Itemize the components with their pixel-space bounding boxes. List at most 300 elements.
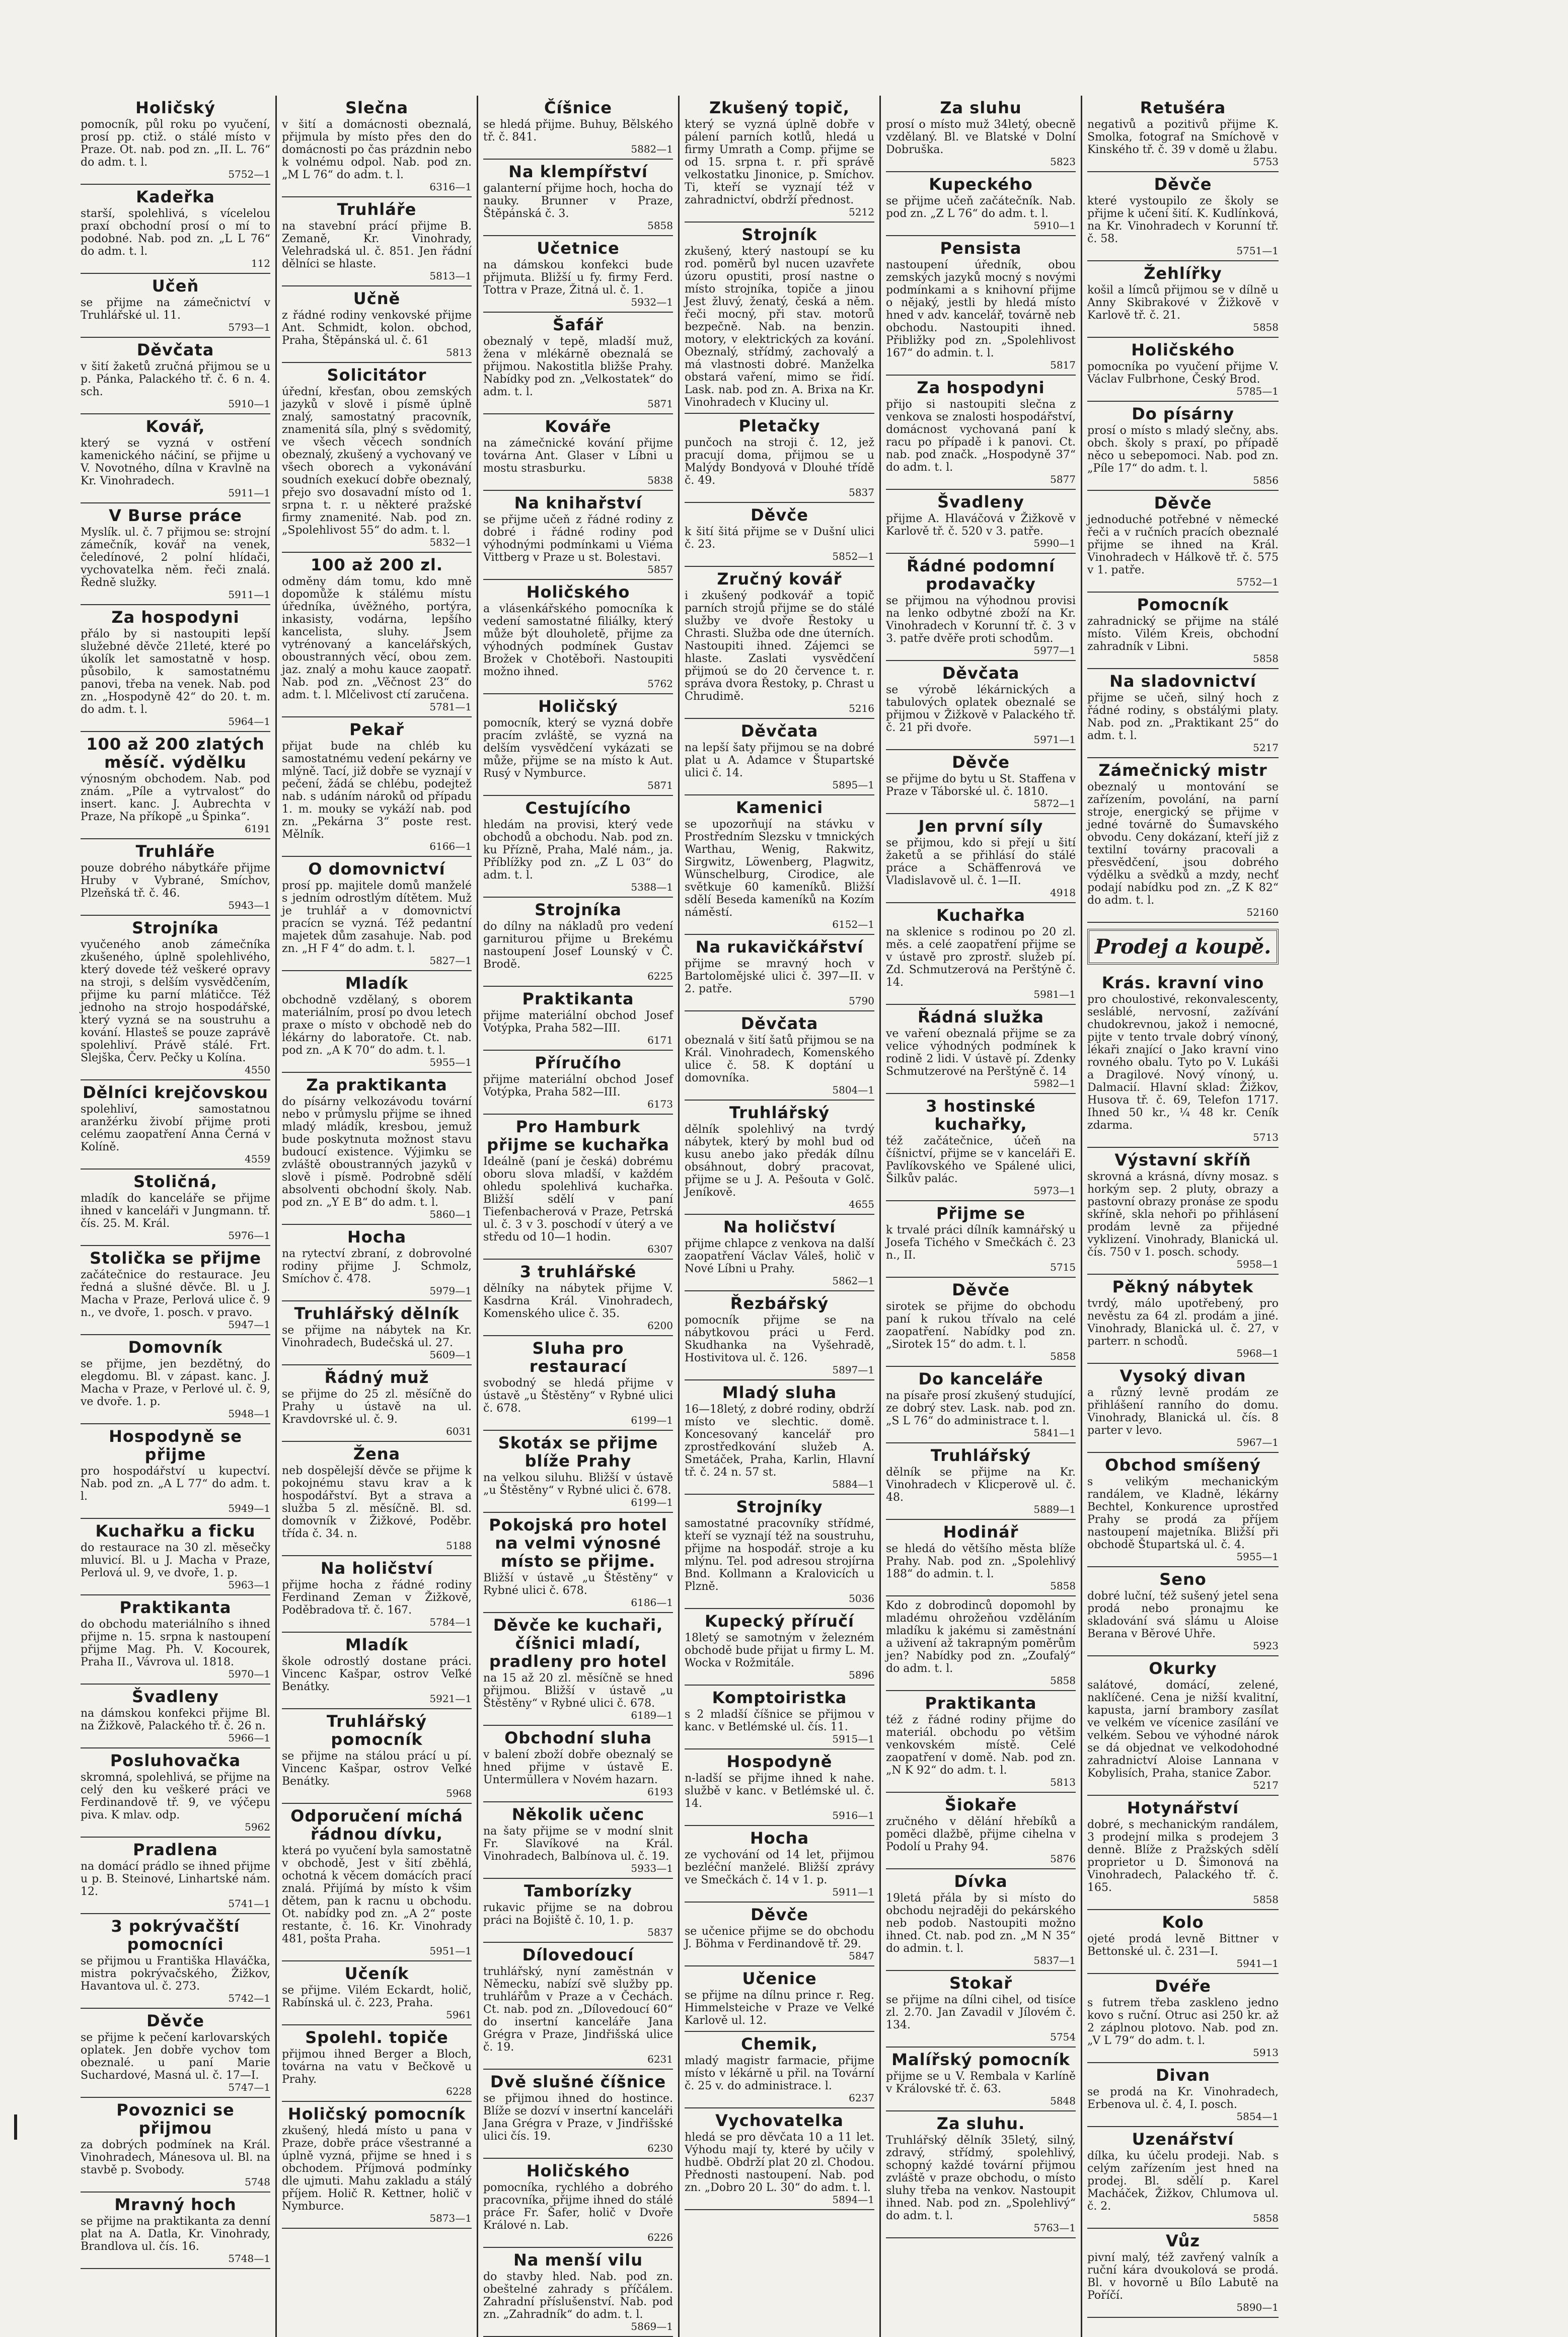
ad-title: Učeník xyxy=(344,1964,409,1983)
ad-title: Divan xyxy=(1156,2066,1210,2085)
ad-body: obchodně vzdělaný, s oborem materiálním, prosí po dvou letech praxe o místo v obchodě neb do lékárny do laboratoře. Ct. nab. pod zn. „A K 70“ do adm. t. l. xyxy=(282,994,472,1057)
ad-title: Holičský pomocník xyxy=(287,2104,466,2124)
ad-body: v šití a domácnosti obeznalá, přijmula by místo přes den do domácnosti po čas prázdnin nebo k volnému odpol. Nab. pod zn. „M L 76“ do adm. t. l. xyxy=(282,118,472,181)
classified-ad xyxy=(483,1802,673,1879)
ad-title: 100 až 200 zl. xyxy=(311,555,443,574)
ad-title: Na sladovnictví xyxy=(1109,672,1256,691)
ad-title: Stokař xyxy=(949,1974,1012,1993)
ad-title: Na rukavičkářství xyxy=(695,937,864,957)
ad-body: na 15 až 20 zl. měsíčně se hned přijmou. Bližší v ústavě „u Štěstěny“ v Rybné ulici č. 678. xyxy=(483,1672,673,1710)
ad-body: se hledá přijme. Buhuy, Bělského tř. č. 841. xyxy=(483,118,673,143)
ad-body: se přijme na praktikanta za denní plat na A. Datla, Kr. Vinohrady, Brandlova ul. čís. 16. xyxy=(81,2215,270,2253)
ad-title: Hodinář xyxy=(943,1522,1019,1542)
ad-body: pouze dobrého nábytkáře přijme Hruby v Vybrané, Smíchov, Plzeňská tř. č. 46. xyxy=(81,862,270,900)
classified-ad xyxy=(1087,338,1279,402)
ad-body: ojeté prodá levně Bittner v Bettonské ul. č. 231—I. xyxy=(1087,1933,1279,1958)
ad-body: za dobrých podmínek na Král. Vinohradech, Mánesova ul. Bl. na stavbě p. Svobody. xyxy=(81,2139,270,2176)
classified-ad xyxy=(886,1278,1076,1367)
ad-code: 5913 xyxy=(1253,2047,1279,2059)
ad-code: 5982—1 xyxy=(1033,1077,1076,1089)
ad-code: 5966—1 xyxy=(228,1732,270,1744)
ad-body: které vystoupilo ze školy se přijme k učení šití. K. Kudlínková, na Kr. Vinohradech v Korunní tř. č. 58. xyxy=(1087,195,1279,245)
ad-code: 4550 xyxy=(245,1064,270,1076)
ad-body: prosí pp. majitele domů manželé s jedním odrostlým dítětem. Muž je truhlář a v domovnictví pracícn se vyzná. Též pedantní majetek dům zasahuje. Nab. pod zn. „H F 4“ do adm. t. l. xyxy=(282,880,472,955)
ad-code: 5884—1 xyxy=(832,1478,874,1490)
classified-ad xyxy=(886,1443,1076,1520)
classified-ad xyxy=(282,96,472,197)
classified-ad xyxy=(685,223,874,414)
ad-title: Děvče xyxy=(952,753,1010,772)
ad-body: Ideálně (paní je česká) dobrému oboru slova mladší, v každém ohledu spolehlivá kuchařka. Bližší sdělí v paní Tiefenbacherová v Praze, Petrská ul. č. 3 v 3. poschodí v úterý a ve středu od 10—1 hodin. xyxy=(483,1155,673,1244)
ad-code: 5932—1 xyxy=(631,296,673,308)
ad-body: Truhlářský dělník 35letý, silný, zdravý, střídmý, spolehlivý, schopný každé tovární přijmou zvláště v praze obchodu, o místo sluhy třeba na venkov. Nastoupit ihned. Nab. pod zn. „Spolehlivý“ do adm. t. l. xyxy=(886,2134,1076,2222)
ad-code: 5823 xyxy=(1050,156,1076,168)
ad-code: 5964—1 xyxy=(228,715,270,727)
classified-ad xyxy=(483,1613,673,1726)
ad-title: Slečna xyxy=(345,98,409,117)
classified-ad xyxy=(483,796,673,898)
ad-code: 5896 xyxy=(849,1669,874,1681)
classified-ad xyxy=(81,1424,270,1519)
ad-code: 5753 xyxy=(1253,156,1279,168)
ad-body: n-ladší se přijme ihned k nahe. službě v kanc. v Betlémské ul. č. 14. xyxy=(685,1772,874,1810)
ad-body: na lepší šaty přijmou se na dobré plat u A. Adamce v Štupartské ulici č. 14. xyxy=(685,742,874,779)
ad-code: 5388—1 xyxy=(631,881,673,893)
ad-code: 5869—1 xyxy=(631,2320,673,2332)
ad-title: Dívka xyxy=(954,1872,1008,1891)
classified-ad xyxy=(282,1365,472,1442)
ad-column-5 xyxy=(881,96,1082,2337)
classified-ad xyxy=(282,1804,472,1961)
ad-code: 5910—1 xyxy=(1033,220,1076,232)
ad-code: 5961 xyxy=(446,2009,472,2021)
classified-ad xyxy=(886,903,1076,1005)
classified-ad xyxy=(81,274,270,338)
ad-code: 6316—1 xyxy=(429,181,472,193)
ad-body: přálo by si nastoupiti lepší služebné děvče 21leté, které po úkolík let samostatně v hosp. působilo, k samostatnému panovi, třeba na venek. Nab. pod zn. „Hospodyně 42“ do 20. t. m. do adm. t. l. xyxy=(81,628,270,716)
ad-code: 5882—1 xyxy=(631,143,673,155)
ad-code: 5955—1 xyxy=(429,1056,472,1068)
ad-code: 5871 xyxy=(647,398,673,410)
ad-title: Strojníka xyxy=(535,900,622,919)
ad-title: Pomocník xyxy=(1137,595,1229,614)
ad-code: 5910—1 xyxy=(228,398,270,410)
ad-title: Zručný kovář xyxy=(717,569,842,589)
ad-body: pomocník, který se vyzná dobře pracím zvláště, se vyzná na delším vysvědčení vykázati se může, přijme se na místo k Aut. Rusý v Nymburce. xyxy=(483,717,673,780)
ad-body: též začátečnice, účeň na číšnictví, přijme se v kanceláři E. Pavlíkovského ve Spálené ulici, Šilkův palác. xyxy=(886,1135,1076,1185)
ad-title: Řezbářský xyxy=(730,1294,829,1313)
ad-title: Švadleny xyxy=(937,492,1024,512)
ad-title: Dvéře xyxy=(1155,1977,1211,1996)
ad-title: Kolo xyxy=(1162,1913,1204,1932)
ad-code: 6237 xyxy=(849,2092,874,2104)
ad-body: se prodá na Kr. Vinohradech, Erbenova ul. č. 4, I. posch. xyxy=(1087,2086,1279,2111)
ad-title: Truhláře xyxy=(135,842,215,861)
classified-ad xyxy=(282,1073,472,1225)
classified-ad xyxy=(81,1914,270,2009)
ad-body: na stavební prácí přijme B. Zemaně, Kr. Vinohrady, Velehradská ul. č. 851. Jen řádní dělníci se hlaste. xyxy=(282,220,472,270)
ad-code: 6189—1 xyxy=(631,1709,673,1721)
classified-ad xyxy=(483,2070,673,2159)
classified-ad xyxy=(483,580,673,694)
ad-title: Holičský xyxy=(135,98,215,117)
page-edge-mark xyxy=(14,2114,17,2140)
ad-code: 112 xyxy=(251,257,270,269)
ad-title: Děvčata xyxy=(136,340,214,359)
ad-code: 5848 xyxy=(1050,2095,1076,2107)
ad-title: Chemik, xyxy=(741,2034,818,2054)
ad-body: prosí o místo s mladý slečny, abs. obch. školy s praxí, po případě něco u sebepomoci. Nab. pod zn. „Píle 17“ do adm. t. l. xyxy=(1087,424,1279,475)
ad-code: 5858 xyxy=(1253,2212,1279,2224)
classified-ad xyxy=(685,1826,874,1903)
ad-title: Krás. kravní vino xyxy=(1101,973,1264,992)
ad-code: 5858 xyxy=(1050,1674,1076,1687)
classified-ad xyxy=(685,1686,874,1749)
classified-ad xyxy=(1087,261,1279,338)
ad-title: Mladík xyxy=(345,1635,409,1654)
ad-code: 5837 xyxy=(647,1926,673,1938)
ad-code: 6199—1 xyxy=(631,1496,673,1508)
ad-body: Bližší v ústavě „u Štěstěny“ v Rybné ulici č. 678. xyxy=(483,1572,673,1597)
ad-title: Mravný hoch xyxy=(114,2195,237,2214)
ad-code: 5837 xyxy=(849,486,874,498)
classified-ad xyxy=(483,1336,673,1431)
ad-code: 5990—1 xyxy=(1033,537,1076,549)
ad-title: Učenice xyxy=(742,1969,817,1988)
ad-code: 5713 xyxy=(1253,1131,1279,1143)
ad-title: Děvče xyxy=(751,1905,808,1924)
classified-ad xyxy=(483,1431,673,1513)
classified-ad xyxy=(282,1633,472,1709)
ad-title: V Burse práce xyxy=(109,506,242,525)
classified-ad xyxy=(483,2159,673,2248)
ad-title: Vysoký divan xyxy=(1119,1366,1246,1385)
ad-title: Kuchařka xyxy=(936,906,1025,925)
classified-ad xyxy=(1087,1974,1279,2063)
ad-code: 5790 xyxy=(849,995,874,1007)
ad-code: 5762 xyxy=(647,678,673,690)
ad-title: Děvče xyxy=(146,2011,204,2030)
ad-code: 5854—1 xyxy=(1236,2110,1279,2123)
ad-body: dělník se přijme na Kr. Vinohradech v Klicperově ul. č. 48. xyxy=(886,1466,1076,1504)
ad-body: i zkušený podkovář a topič parních strojů přijme se do stálé služby ve dvoře Řestoky u Chrasti. Služba ode dne úterních. Nastoupiti ihned. Zájemci se hlaste. Zaslati vysvědčení přijmoú se do 20 července t. r. správa dvora Řestoky, p. Chrast u Chrudimě. xyxy=(685,590,874,703)
ad-body: zručného v dělání hřebíků a poměci dlažbě, přijme cihelna v Podolí u Prahy 94. xyxy=(886,1815,1076,1853)
ad-title: Uzenářství xyxy=(1132,2130,1234,2149)
ad-title: Děvče xyxy=(1154,175,1212,194)
ad-code: 5862—1 xyxy=(832,1275,874,1287)
ad-code: 5857 xyxy=(647,563,673,575)
ad-code: 5963—1 xyxy=(228,1579,270,1591)
classified-ad xyxy=(1087,491,1279,593)
ad-code: 5958—1 xyxy=(1236,1258,1279,1270)
classified-ad xyxy=(886,1094,1076,1201)
ad-title: Za hospodyni xyxy=(917,378,1045,397)
ad-title: Retušéra xyxy=(1140,98,1226,117)
ad-code: 5968 xyxy=(446,1787,472,1799)
ad-title: Strojníka xyxy=(132,918,219,937)
ad-code: 5858 xyxy=(1050,1350,1076,1362)
ad-code: 5827—1 xyxy=(429,955,472,967)
ad-body: dílka, ku účelu prodeji. Nab. s celým zařízením jest hned na prodej. Bl. sdělí p. Karel Macháček, Žižkov, Chlumova ul. č. 2. xyxy=(1087,2150,1279,2213)
classified-ad xyxy=(1087,593,1279,669)
ad-title: Pokojská pro hotel na velmi výnosné místo se přijme. xyxy=(489,1515,667,1571)
ad-code: 6166—1 xyxy=(429,840,472,852)
classified-ad xyxy=(282,717,472,857)
ad-title: 100 až 200 zlatých měsíč. výdělku xyxy=(86,735,265,772)
classified-ad xyxy=(81,605,270,732)
ad-title: Hotynářství xyxy=(1127,1798,1239,1817)
ad-body: košil a límců přijmou se v dílně u Anny Skibrakové v Žižkově v Karlově tř. č. 21. xyxy=(1087,284,1279,322)
ad-title: Strojníky xyxy=(736,1497,823,1516)
classified-ad xyxy=(282,2025,472,2102)
ad-title: Vůz xyxy=(1165,2231,1201,2250)
classified-ad xyxy=(483,236,673,313)
ad-code: 5837—1 xyxy=(1033,1954,1076,1966)
classified-ad xyxy=(81,338,270,414)
ad-title: Hospodyně xyxy=(726,1752,833,1771)
classified-ad xyxy=(81,1170,270,1246)
classified-ad xyxy=(483,1051,673,1115)
ad-code: 5817 xyxy=(1050,359,1076,371)
ad-title: Holičského xyxy=(526,2161,630,2180)
classified-ad xyxy=(81,185,270,274)
ad-title: Kovář, xyxy=(145,417,205,436)
ad-body: skromná, spolehlivá, se přijme na celý den ku veškeré práci ve Ferdinandově tř. 9, ve výčepu piva. K mlav. odp. xyxy=(81,1771,270,1821)
ad-body: na dámskou konfekci bude přijmuta. Bližší u fy. firmy Ferd. Tottra v Praze, Žitná ul. č. 1. xyxy=(483,259,673,297)
ad-title: Pěkný nábytek xyxy=(1112,1277,1254,1296)
classified-ad xyxy=(685,935,874,1011)
ad-body: se upozorňují na stávku v Prostředním Slezsku v tmnických Warthau, Wenig, Rakwitz, Sirgwitz, Löwenberg, Plagwitz, Wünschelburg, Cirodice, ale světkuje 60 kameníků. Bližší sdělí Beseda kameníků na Kozím náměstí. xyxy=(685,818,874,919)
ad-title: Solicitátor xyxy=(327,366,427,385)
ad-body: přijat bude na chléb ku samostatnému vedení pekárny ve mlýně. Tací, již dobře se vyznají v pečení, žádá se chlébu, podejtež nab. s udáním nároků od případu 1. m. mouky se vykáží nab. pod zn. „Pekárna 3“ poste rest. Mělník. xyxy=(282,740,472,841)
ad-code: 6031 xyxy=(446,1425,472,1437)
ad-body: do obchodu materiálního s ihned přijme n. 15. srpna k nastoupení přijme Mag. Ph. V. Kocourek, Praha II., Vávrova ul. 1818. xyxy=(81,1618,270,1668)
ad-title: Truhlářský dělník xyxy=(294,1304,460,1323)
ad-title: Děvčata xyxy=(942,664,1020,683)
ad-title: Na knihařství xyxy=(514,493,642,513)
ad-title: Děvčata xyxy=(740,721,818,741)
ad-title: Praktikanta xyxy=(522,989,634,1008)
ad-body: s velikým mechanickým randálem, ve Kladně, lékárny Bechtel, Konkurence uprostřed Prahy se prodá za příjem nastoupení majetníka. Bližší při obchodě Štupartská ul. č. 4. xyxy=(1087,1476,1279,1551)
ad-body: se přijme do bytu u St. Staffena v Praze v Táborské ul. č. 1810. xyxy=(886,773,1076,798)
ad-title: Obchodní sluha xyxy=(504,1728,652,1747)
classified-ad xyxy=(81,732,270,839)
ad-body: pomocníka po vyučení přijme V. Václav Fulbrhone, Český Brod. xyxy=(1087,360,1279,386)
ad-code: 5212 xyxy=(849,206,874,218)
ad-code: 5873—1 xyxy=(429,2212,472,2224)
classified-ad xyxy=(886,1596,1076,1691)
classified-ad xyxy=(1087,1275,1279,1364)
classified-ad xyxy=(685,1101,874,1215)
ad-code: 5962 xyxy=(245,1821,270,1833)
ad-body: tvrdý, málo upotřebený, pro nevěstu za 64 zl. prodám a jiné. Vinohrady, Blanická ul. č. 27, v parterr. n schodů. xyxy=(1087,1297,1279,1348)
ad-code: 6193 xyxy=(647,1786,673,1798)
classified-ad xyxy=(81,96,270,185)
classified-ad xyxy=(886,490,1076,554)
ad-title: Domovník xyxy=(128,1338,223,1357)
ad-code: 6173 xyxy=(647,1098,673,1110)
classified-ad xyxy=(1087,96,1279,172)
ad-title: Za hospodyni xyxy=(111,608,240,627)
classified-ad xyxy=(886,750,1076,814)
ad-title: Do kanceláře xyxy=(918,1369,1043,1389)
ad-title: Do písárny xyxy=(1132,404,1234,423)
ad-title: Seno xyxy=(1159,1570,1207,1589)
ad-code: 5847 xyxy=(849,1950,874,1962)
ad-title: Kupecký příručí xyxy=(704,1612,855,1631)
classified-ad xyxy=(685,414,874,503)
ad-body: a vlásenkářského pomocníka k vedení samostatné filiálky, který může být dlouholetě, přijme za výhodných podmínek Gustav Brožek v Chotěboři. Nastoupiti možno ihned. xyxy=(483,603,673,678)
classified-ad xyxy=(81,1685,270,1748)
classified-ad xyxy=(282,1225,472,1301)
ad-code: 5838 xyxy=(647,474,673,486)
ad-body: přijme materiální obchod Josef Votýpka, Praha 582—III. xyxy=(483,1073,673,1099)
ad-code: 5860—1 xyxy=(429,1208,472,1220)
ad-code: 5858 xyxy=(1050,1580,1076,1592)
classified-ad xyxy=(685,795,874,935)
ad-code: 5858 xyxy=(1253,652,1279,665)
ad-code: 5781—1 xyxy=(429,701,472,713)
classified-ad xyxy=(483,1943,673,2070)
ad-body: který se vyzná úplně dobře v pálení parních kotlů, hledá u firmy Umrath a Comp. přijme se od 15. srpna t. r. při správě velkostatku Jinonice, p. Smíchov. Ti, kteří se vyznají též v zahradnictví, obdrží přednost. xyxy=(685,118,874,206)
ad-code: 6199—1 xyxy=(631,1414,673,1426)
ad-body: přijme se mravný hoch v Bartolomějské ulici č. 397—II. v 2. patře. xyxy=(685,958,874,995)
ad-code: 5955—1 xyxy=(1236,1551,1279,1563)
ad-code: 5897—1 xyxy=(832,1364,874,1376)
ad-column-3 xyxy=(478,96,680,2337)
ad-body: se hledá do většího města blíže Prahy. Nab. pod zn. „Spolehlivý 188“ do admin. t. l. xyxy=(886,1543,1076,1580)
ad-body: a různý levně prodám ze přihlášení ranního do domu. Vinohrady, Blanická ul. čís. 8 parter v levo. xyxy=(1087,1386,1279,1437)
ad-title: Praktikanta xyxy=(925,1694,1037,1713)
classified-ad xyxy=(483,1879,673,1943)
ad-column-4 xyxy=(680,96,881,2337)
classified-ad xyxy=(886,1520,1076,1596)
classified-ad xyxy=(685,1215,874,1291)
ad-body: přijo si nastoupiti slečna z venkova se znalosti hospodářství, domácnost vychovaná paní k racu po případě i k panovi. Ct. nab. pod značk. „Hospodyně 37“ do adm. t. l. xyxy=(886,398,1076,474)
classified-ad xyxy=(81,2098,270,2193)
ad-body: mladík do kanceláře se přijme ihned v kanceláři v Jungmann. tř. čís. 25. M. Král. xyxy=(81,1192,270,1230)
ad-title: Pradlena xyxy=(133,1840,218,1859)
ad-code: 5949—1 xyxy=(228,1502,270,1514)
classified-ad xyxy=(81,1519,270,1595)
ad-code: 5785—1 xyxy=(1236,385,1279,397)
ad-code: 5967—1 xyxy=(1236,1436,1279,1448)
classified-ad xyxy=(886,236,1076,376)
ad-body: mladý magistr farmacie, přijme místo v lékárně u přil. na Tovární č. 25 v. do administrace. l. xyxy=(685,2055,874,2092)
classified-ad xyxy=(886,96,1076,172)
ad-body: obeznalá v šití šatů přijmou se na Král. Vinohradech, Komenského ulice č. 58. K doptání u domovníka. xyxy=(685,1034,874,1084)
ad-body: se přijme na dílni cihel, od tisíce zl. 2.70. Jan Zavadil v Jílovém č. 134. xyxy=(886,1994,1076,2031)
ad-title: Na menší vilu xyxy=(513,2250,643,2270)
classified-ad xyxy=(282,1442,472,1556)
classified-ad xyxy=(1087,1796,1279,1910)
ad-column-6 xyxy=(1082,96,1284,2337)
ad-title: Na holičství xyxy=(320,1559,433,1578)
classified-ad xyxy=(886,1691,1076,1793)
ad-code: 5747—1 xyxy=(228,2081,270,2093)
ad-code: 5841—1 xyxy=(1033,1427,1076,1439)
ad-code: 5217 xyxy=(1253,1779,1279,1791)
ad-title: Holičský xyxy=(538,697,618,716)
classified-ad xyxy=(81,916,270,1080)
ad-title: Posluhovačka xyxy=(110,1751,241,1770)
classified-ad xyxy=(282,1556,472,1633)
ad-body: se přijmou u Františka Hlaváčka, mistra pokrývačského, Žižkov, Havantova ul. č. 273. xyxy=(81,1955,270,1993)
ad-body: dělník spolehlivý na tvrdý nábytek, který by mohl bud od kusu anebo jako předák dílnu obsáhnout, dobrý pracovat, přijme se u J. A. Pešouta v Golč. Jeníkově. xyxy=(685,1123,874,1199)
ad-code: 5890—1 xyxy=(1236,2301,1279,2313)
classified-ad xyxy=(886,2111,1076,2238)
ad-code: 5876 xyxy=(1050,1853,1076,1865)
classified-ad xyxy=(685,96,874,223)
ad-title: O domovnictví xyxy=(308,859,445,879)
ad-body: do restaurace na 30 zl. měsečky mluvicí. Bl. u J. Macha v Praze, Perlová ul. 9, ve dvoře, 1. p. xyxy=(81,1542,270,1579)
classified-ad xyxy=(1087,2063,1279,2127)
ad-title: Dvě slušné číšnice xyxy=(490,2072,666,2091)
ad-title: Dělníci krejčovskou xyxy=(83,1083,268,1102)
ad-body: škole odrostlý dostane práci. Vincenc Kašpar, ostrov Veľké Benátky. xyxy=(282,1655,472,1693)
ad-title: Děvče xyxy=(751,505,808,525)
ad-body: starší, spolehlivá, s vícelelou praxí obchodní prosí o mí to podobné. Nab. pod zn. „L L 76“ do adm. t. l. xyxy=(81,207,270,258)
ad-body: k šití šitá přijme se v Dušní ulici č. 23. xyxy=(685,526,874,551)
ad-body: s futrem třeba zaskleno jedno kovo s ruční. Otruc asi 250 kr. až 2 záplnou plotovo. Nab. pod zn. „V L 79“ do adm. t. l. xyxy=(1087,1997,1279,2047)
ad-title: Děvčata xyxy=(740,1014,818,1033)
classified-ad xyxy=(282,1709,472,1804)
ad-title: Tamborízky xyxy=(524,1881,633,1901)
ad-code: 6228 xyxy=(446,2085,472,2097)
ad-code: 5872—1 xyxy=(1033,797,1076,810)
ad-title: Skotáx se přijme blíže Prahy xyxy=(498,1433,658,1471)
ad-body: se přijmou ihned do hostince. Blíže se dozví v insertní kanceláři Jana Grégra v Praze, v Jindřišské ulici čís. 19. xyxy=(483,2092,673,2143)
ad-body: přijme chlapce z venkova na další zaopatření Václav Váleš, holič v Nové Líbni u Prahy. xyxy=(685,1237,874,1275)
ad-code: 5941—1 xyxy=(1236,1957,1279,1969)
ad-body: na zámečnické kování přijme továrna Ant. Glaser v Líbni u mostu strasburku. xyxy=(483,437,673,475)
ad-body: se učenice přijme se do obchodu J. Böhma v Ferdinandově tř. 29. xyxy=(685,1925,874,1950)
ad-title: Řádná služka xyxy=(918,1007,1044,1027)
ad-code: 5748 xyxy=(245,2176,270,2188)
ad-body: skrovná a krásná, dívny mosaz. s horkým sep. 2 pluty, obrazy a pastovní obrazy pronáse ze spodu skříně, skla nehoři po přihlásení prodám levně za přijedné vyklizení. Vinohrady, Blanická ul. čís. 750 v 1. posch. schody. xyxy=(1087,1171,1279,1259)
ad-title: 3 truhlářské xyxy=(519,1262,637,1281)
classified-ad xyxy=(685,1749,874,1826)
ad-title: Kuchařku a ficku xyxy=(95,1521,256,1541)
ad-code: 5217 xyxy=(1253,742,1279,754)
ad-body: na domácí prádlo se ihned přijme u p. B. Steinové, Linhartské nám. 12. xyxy=(81,1860,270,1898)
classified-ad xyxy=(886,1005,1076,1094)
ad-body: se přijme, jen bezdětný, do elegdomu. Bl. v zápast. kanc. J. Macha v Praze, v Perlové ul. č. 9, ve dvoře. 1. p. xyxy=(81,1358,270,1408)
classified-ad xyxy=(886,172,1076,236)
ad-title: Truhlářský xyxy=(729,1103,830,1122)
ad-title: Přijme se xyxy=(936,1204,1026,1223)
ad-code: 5971—1 xyxy=(1033,734,1076,746)
ad-title: Strojník xyxy=(741,225,817,244)
ad-body: na sklenice s rodinou po 20 zl. měs. a celé zaopatření přijme se v ústavě pro zprostř. služeb pí. Zd. Schmutzerová na Perštýně č. 14. xyxy=(886,926,1076,989)
ad-body: spolehliví, samostatnou aranžérku živobí přijme proti celému zaopatření Anna Černá v Kolíně. xyxy=(81,1103,270,1153)
ad-body: též z řádné rodiny přijme do materiál. obchodu po většim venkovském místě. Celé zaopatření v domě. Nab. pod zn. „N K 92“ do adm. t. l. xyxy=(886,1714,1076,1777)
ad-title: Okurky xyxy=(1149,1659,1217,1678)
ad-title: Několik učenc xyxy=(511,1805,645,1824)
classified-ad xyxy=(483,694,673,796)
classified-ad xyxy=(81,1838,270,1914)
ad-body: do písárny velkozávodu tovární nebo v průmyslu přijme se ihned mladý mládík, kresbou, jemuž bude poskytnuta možnost stavu budoucí existence. Výjimku se zvláště oboustranných jazyků v slově i písmě. Podrobně sdělí absolventi obchodní školy. Nab. pod zn. „Y E B“ do adm. t. l. xyxy=(282,1096,472,1209)
ad-code: 5951—1 xyxy=(429,1945,472,1957)
classified-ad xyxy=(81,503,270,605)
ad-code: 5752—1 xyxy=(1236,576,1279,588)
ad-body: výnosným obchodem. Nab. pod znám. „Píle a vytrvalost“ do insert. kanc. J. Aubrechta v Praze, Na příkopě „u Špinka“. xyxy=(81,773,270,823)
ad-title: Povoznici se přijmou xyxy=(116,2100,235,2138)
ad-body: se přijme na dílnu prince r. Reg. Himmelsteiche v Praze ve Velké Karlově ul. 12. xyxy=(685,1989,874,2027)
classified-ad xyxy=(685,1495,874,1609)
ad-code: 5979—1 xyxy=(429,1285,472,1297)
ad-title: Děvče xyxy=(1154,493,1212,513)
